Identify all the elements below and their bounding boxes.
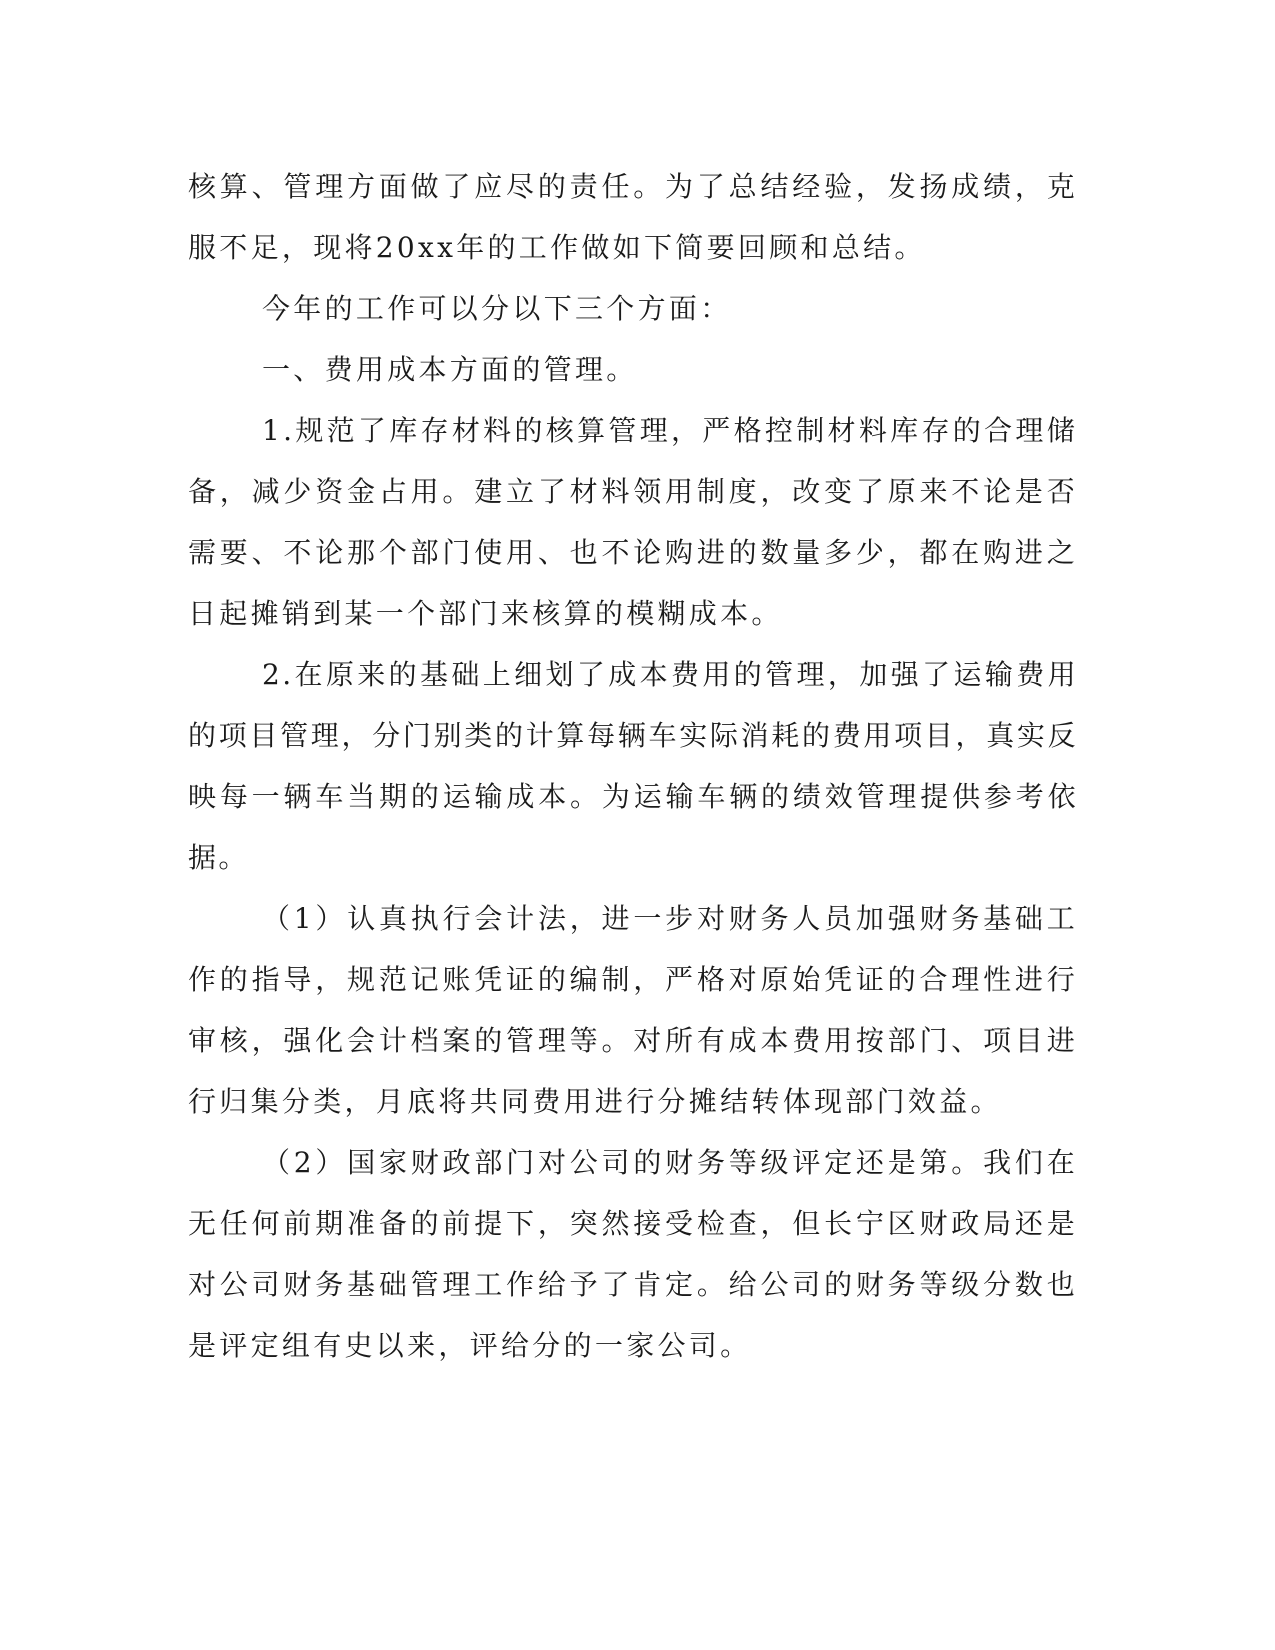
paragraph-subitem-1: （1）认真执行会计法，进一步对财务人员加强财务基础工作的指导，规范记账凭证的编制，严格对原始凭证的合理性进行审核，强化会计档案的管理等。对所有成本费用按部门、项目进行归集分类，月底将共同费用进行分摊结转体现部门效益。 [188, 902, 1078, 1118]
paragraph-item-1: 1.规范了库存材料的核算管理，严格控制材料库存的合理储备，减少资金占用。建立了材料领用制度，改变了原来不论是否需要、不论那个部门使用、也不论购进的数量多少，都在购进之日起摊销到某一个部门来核算的模糊成本。 [188, 414, 1078, 630]
paragraph-three-aspects: 今年的工作可以分以下三个方面： [262, 292, 732, 325]
document-body [188, 156, 1078, 1376]
paragraph-subitem-2: （2）国家财政部门对公司的财务等级评定还是第。我们在无任何前期准备的前提下，突然接受检查，但长宁区财政局还是对公司财务基础管理工作给予了肯定。给公司的财务等级分数也是评定组有史以来，评给分的一家公司。 [188, 1146, 1078, 1362]
paragraph-item-2: 2.在原来的基础上细划了成本费用的管理，加强了运输费用的项目管理，分门别类的计算每辆车实际消耗的费用项目，真实反映每一辆车当期的运输成本。为运输车辆的绩效管理提供参考依据。 [188, 658, 1078, 874]
paragraph-intro: 核算、管理方面做了应尽的责任。为了总结经验，发扬成绩，克服不足，现将20xx年的工作做如下简要回顾和总结。 [188, 170, 1078, 264]
section-heading-cost-management: 一、费用成本方面的管理。 [262, 353, 638, 386]
